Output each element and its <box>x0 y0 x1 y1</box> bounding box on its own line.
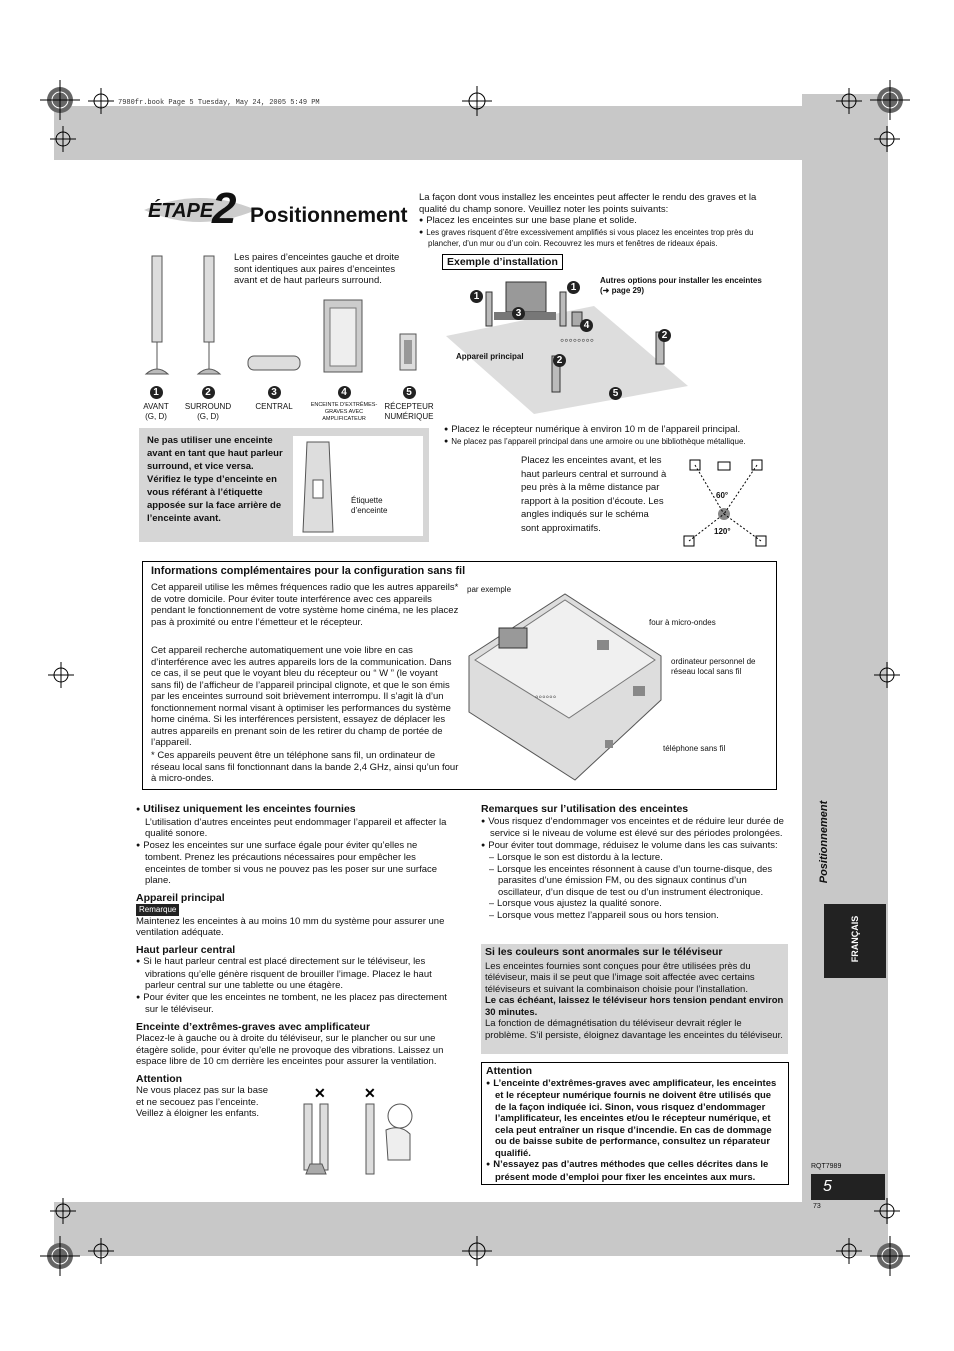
remark-badge: Remarque <box>136 904 179 916</box>
attention-box <box>481 1062 789 1185</box>
crosshair-icon <box>462 86 492 116</box>
tv-text: Les enceintes fournies sont conçues pour être utilisées près du téléviseur, mais il se peut que l’image soit affectée avec certains téléviseurs et suivant la combinaison choisie pour l’installation. <box>485 960 755 995</box>
registration-mark-icon <box>870 1236 910 1276</box>
distance-note: Placez les enceintes avant, et les haut parleurs central et surround à peu près à la même distance par rapport à la position d’écoute. Les angles indiqués sur le schéma sont approximatifs. <box>521 455 667 534</box>
receiver-notes <box>444 424 784 448</box>
print-stamp: 7980fr.book Page 5 Tuesday, May 24, 2005 5:49 PM <box>118 99 320 107</box>
warning-text: Ne pas utiliser une enceinte avant en tant que haut parleur surround, et vice versa. Vérifiez le type d’enceinte en vous référant à l’étiquette apposée sur la face arrière de l’enceinte avant. <box>147 435 283 524</box>
tv-text: La fonction de démagnétisation du téléviseur devrait régler le problème. S’il persiste, éloignez davantage les enceintes du téléviseur. <box>485 1018 783 1041</box>
crosshair-icon <box>88 1238 114 1264</box>
wireless-p2: Cet appareil recherche automatiquement une voie libre en cas d’interférence avec les autres appareils lors de la communication. Dans ce cas, il se peut que le voyant bleu du récepteur ou “ W ” (le voyant sans fil) de l’afficheur de l’appareil principal clignote, et que le son émis par les enceintes surround soit brièvement interrompu. Il s’agit là d’un fonctionnement normal visant à optimiser les performances du système home cinéma. Si les interférences persistent, essayez de déplacer les autres appareils en prenant soin de les retirer du champ de portée de l’appareil. <box>151 645 452 748</box>
phone-label: téléphone sans fil <box>663 744 726 753</box>
body-text: Maintenez les enceintes à au moins 10 mm du système pour assurer une ventilation adéquate. <box>136 915 445 938</box>
receiver-bullet: ● Placez le récepteur numérique à environ 10 m de l’appareil principal. <box>444 424 784 437</box>
crosshair-icon <box>462 1236 492 1266</box>
speaker-label: RÉCEPTEUR NUMÉRIQUE <box>384 402 434 421</box>
caution-illustration <box>298 1084 438 1184</box>
speaker-label: AVANT (G, D) <box>143 402 169 421</box>
section-heading: Haut parleur central <box>136 943 236 956</box>
step-title <box>140 184 410 233</box>
body-text: Placez-le à gauche ou à droite du téléviseur, sur le plancher ou sur une étagère solide, pour éviter qu’elle ne provoque des vibrations. Laissez un espace libre de 10 cm derrière les enceintes pour assurer la ventilation. <box>136 1033 444 1067</box>
dash-item: – Lorsque vous ajustez la qualité sonore. <box>489 898 787 910</box>
dash-item: – Lorsque les enceintes résonnent à cause d’un tourne-disque, des parasites d’une émission FM, ou des signaux continus d’un oscillateur, d’un disque de test ou d’un instrument électronique. <box>489 864 787 899</box>
section-heading: ● Utilisez uniquement les enceintes fournies <box>136 804 456 817</box>
section-heading: Remarques sur l’utilisation des enceintes <box>481 803 689 815</box>
wireless-p1: Cet appareil utilise les mêmes fréquences radio que les autres appareils* de votre domicile. Pour éviter toute interférence avec ces appareils pendant le fonctionnement de votre système home cinéma, ne les placez pas à proximité ou entre l’émetteur et le récepteur. <box>151 582 459 628</box>
wireless-box <box>142 561 777 790</box>
language-tab <box>824 904 886 978</box>
body-text: L’utilisation d’autres enceintes peut endommager l’appareil et affecter la qualité sonore. <box>145 816 447 839</box>
attention-title: Attention <box>486 1065 533 1077</box>
number-badge: 4 <box>338 386 351 399</box>
speaker-label: CENTRAL <box>255 402 293 411</box>
intro-bullet: ● Placez les enceintes sur une base plane et solide. <box>419 215 781 228</box>
attention-bullet: ● N’essayez pas d’autres méthodes que celles décrites dans le présent mode d’emploi pour fixer les enceintes aux murs. <box>486 1159 784 1183</box>
number-badge: 2 <box>202 386 215 399</box>
right-band <box>802 94 888 1210</box>
page-number: 5 <box>823 1178 832 1195</box>
crosshair-icon <box>874 126 900 152</box>
section-heading: Attention <box>136 1072 183 1085</box>
microwave-label: four à micro-ondes <box>649 618 716 627</box>
body-bullet: ● Pour éviter que les enceintes ne tombent, ne les placez pas directement sur le téléviseur. <box>136 992 456 1016</box>
other-options: Autres options pour installer les enceintes (➜ page 29) <box>600 276 762 295</box>
section-name: Positionnement <box>818 800 830 884</box>
registration-mark-icon <box>40 1236 80 1276</box>
pairs-note: Les paires d’enceintes gauche et droite sont identiques aux paires d’enceintes avant et de haut parleurs surround. <box>234 252 400 286</box>
angle-diagram <box>680 456 776 556</box>
intro-block <box>419 192 781 249</box>
svg-text:✕: ✕ <box>364 1085 376 1101</box>
body-bullet: ● Pour éviter tout dommage, réduisez le volume dans les cas suivants: <box>481 840 787 853</box>
body-text: Ne vous placez pas sur la base et ne secouez pas l’enceinte. Veillez à éloigner les enfants. <box>136 1085 269 1119</box>
step-number: 2 <box>212 184 237 233</box>
section-side-label <box>812 800 832 896</box>
main-unit-label: Appareil principal <box>456 352 524 361</box>
example-title: Exemple d’installation <box>442 254 563 270</box>
label-caption: Étiquette d’enceinte <box>351 496 388 515</box>
speaker-back-icon <box>299 440 339 534</box>
wireless-title: Informations complémentaires pour la configuration sans fil <box>151 565 466 577</box>
crosshair-icon <box>50 1198 76 1224</box>
example-caption: par exemple <box>467 585 512 594</box>
angle-label: 120° <box>714 527 731 536</box>
doc-code: RQT7989 <box>811 1163 842 1170</box>
house-illustration <box>465 590 665 786</box>
svg-text:◦◦◦◦◦◦: ◦◦◦◦◦◦ <box>535 692 557 703</box>
tv-bold: Le cas échéant, laissez le téléviseur hors tension pendant environ 30 minutes. <box>485 995 784 1018</box>
svg-text:✕: ✕ <box>314 1085 326 1101</box>
right-column <box>481 804 787 921</box>
angle-label: 60° <box>716 491 729 500</box>
tv-title: Si les couleurs sont anormales sur le téléviseur <box>485 946 723 958</box>
page-number-box <box>811 1174 885 1200</box>
registration-mark-icon <box>40 80 80 120</box>
computer-label: ordinateur personnel de réseau local sans fil <box>671 657 756 676</box>
language-label: FRANÇAIS <box>850 915 860 963</box>
body-bullet: ● Posez les enceintes sur une surface égale pour éviter qu’elles ne tombent. Prenez les précautions nécessaires pour empêcher les enceintes de tomber si vous ne pouvez pas les poser sur une surface plane. <box>136 840 456 887</box>
speaker-label: SURROUND (G, D) <box>184 402 232 421</box>
crosshair-icon <box>874 1198 900 1224</box>
tv-color-box <box>481 944 788 1054</box>
page-sub-number: 73 <box>813 1203 821 1210</box>
crosshair-icon <box>836 88 862 114</box>
section-heading: Enceinte d’extrêmes-graves avec amplificateur <box>136 1020 371 1033</box>
page-title: Positionnement <box>250 204 408 227</box>
intro-text: La façon dont vous installez les enceintes peut affecter le rendu des graves et la qualité du champ sonore. Veuillez noter les points suivants: <box>419 192 757 215</box>
crosshair-icon <box>874 662 900 688</box>
speaker-labels <box>138 382 438 422</box>
label-illustration <box>293 436 423 536</box>
speaker-label: ENCEINTE D’EXTRÊMES- GRAVES AVEC AMPLIFICATEUR <box>310 402 378 422</box>
crosshair-icon <box>836 1238 862 1264</box>
wireless-footnote: * Ces appareils peuvent être un téléphone sans fil, un ordinateur de réseau local sans fil fonctionnant dans la bande 2,4 GHz, ainsi qu’un four à micro-ondes. <box>151 750 459 784</box>
crosshair-icon <box>48 662 74 688</box>
registration-mark-icon <box>870 80 910 120</box>
svg-text:◦◦◦◦◦◦◦◦: ◦◦◦◦◦◦◦◦ <box>560 333 595 347</box>
crosshair-icon <box>88 88 114 114</box>
attention-bullet: ● L’enceinte d’extrêmes-graves avec amplificateur, les enceintes et le récepteur numérique fournis ne doivent être utilisés que de la façon indiquée ici. Sinon, vous risquez d’endommager l’amplificateur, les enceintes et/ou le récepteur numérique, et cela peut entraîner un risque d’incendie. En cas de dommage ou de baisse subite de performance, consultez un réparateur qualifié. <box>486 1078 784 1160</box>
number-badge: 1 <box>150 386 163 399</box>
body-bullet: ● Vous risquez d’endommager vos enceintes et de réduire leur durée de service si le niveau de volume est élevé sur des périodes prolongées. <box>481 816 787 840</box>
dash-item: – Lorsque vous mettez l’appareil sous ou hors tension. <box>489 910 787 922</box>
dash-item: – Lorsque le son est distordu à la lecture. <box>489 852 787 864</box>
step-word: ÉTAPE <box>148 200 214 222</box>
receiver-bullet: ● Ne placez pas l’appareil principal dans une armoire ou une bibliothèque métallique. <box>444 437 784 448</box>
number-badge: 5 <box>403 386 416 399</box>
intro-bullet: ● Les graves risquent d’être excessivement amplifiés si vous placez les enceintes trop près du plancher, d’un mur ou d’un coin. Recouvrez les murs et fenêtres de rideaux épais. <box>419 228 781 249</box>
number-badge: 3 <box>268 386 281 399</box>
body-bullet: ● Si le haut parleur central est placé directement sur le téléviseur, les vibrations qu’elle génère risquent de brouiller l’image. Placez le haut parleur central sur une tablette ou une étagère. <box>136 956 456 992</box>
crosshair-icon <box>50 126 76 152</box>
left-column <box>136 804 456 1120</box>
section-heading: Appareil principal <box>136 891 225 904</box>
warning-box <box>139 428 429 542</box>
